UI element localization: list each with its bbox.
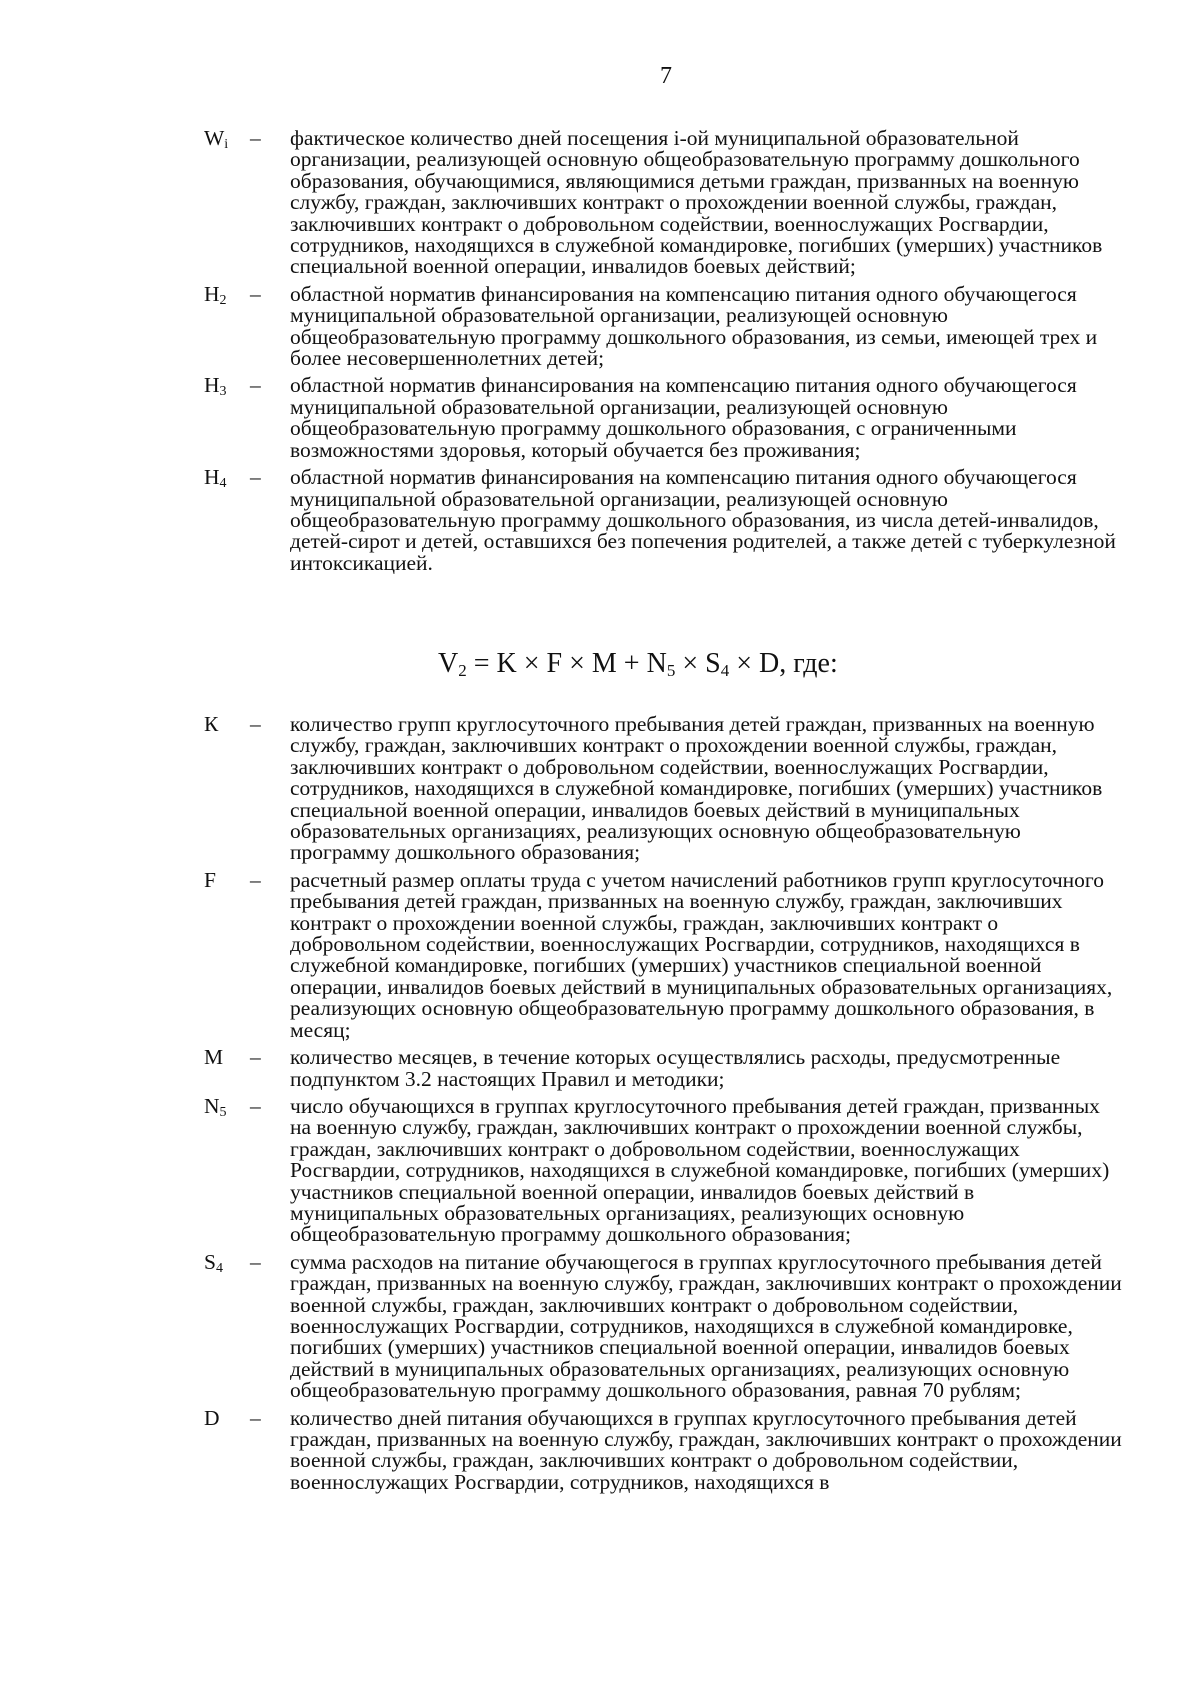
symbol-subscript: i [224, 137, 229, 152]
symbol-subscript: 2 [219, 292, 227, 308]
symbol-base: Н [204, 281, 220, 306]
definitions-bottom [204, 714, 1124, 1499]
definition-text: число обучающихся в группах круглосуточного пребывания детей граждан, призванных на военную службу, граждан, заключивших контракт о прохождении военной службы, граждан, заключивших контракт о добровольном содействии, военнослужащих Росгвардии, сотрудников, находящихся в служебной командировке, погибших (умерших) участников специальной военной операции, инвалидов боевых действий в муниципальных образовательных организациях, реализующих основную общеобразовательную программу дошкольного образования; [290, 1093, 1110, 1247]
definitions-top [204, 128, 1124, 580]
definition-symbol [204, 126, 250, 152]
definition-text: расчетный размер оплаты труда с учетом начислений работников групп круглосуточного пребывания детей граждан, призванных на военную службу, граждан, заключивших контракт о прохождении военной службы, граждан, заключивших контракт о добровольном содействии, военнослужащих Росгвардии, сотрудников, находящихся в служебной командировке, погибших (умерших) участников специальной военной операции, инвалидов боевых действий в муниципальных образовательных организациях, реализующих основную общеобразовательную программу дошкольного образования, в месяц; [290, 867, 1113, 1042]
symbol-subscript: 4 [219, 476, 227, 492]
definition-s4 [204, 1249, 1124, 1403]
definition-text: областной норматив финансирования на компенсацию питания одного обучающегося муниципальной образовательной организации, реализующей основную общеобразовательную программу дошкольного образования, из числа детей-инвалидов, детей-сирот и детей, оставшихся без попечения родителей, а также детей с туберкулезной интоксикацией. [290, 465, 1116, 575]
definition-dash: – [250, 126, 261, 150]
definition-dash: – [250, 465, 261, 490]
formula-v: V [438, 648, 459, 679]
definition-symbol [204, 867, 250, 892]
formula-v-subscript: 2 [458, 661, 467, 680]
formula-part-3: × D, где: [729, 648, 838, 679]
definition-dash: – [250, 1093, 261, 1118]
definition-n5 [204, 1093, 1124, 1247]
symbol-subscript: 3 [219, 384, 227, 400]
definition-symbol [204, 373, 250, 400]
symbol-base: F [204, 867, 216, 892]
definition-text: сумма расходов на питание обучающегося в группах круглосуточного пребывания детей граждан, призванных на военную службу, граждан, заключивших контракт о прохождении военной службы, граждан, заключивших контракт о добровольном содействии, военнослужащих Росгвардии, сотрудников, находящихся в служебной командировке, погибших (умерших) участников специальной военной операции, инвалидов боевых действий в муниципальных образовательных организациях, реализующих основную общеобразовательную программу дошкольного образования, равная 70 рублям; [290, 1249, 1122, 1403]
definition-text: областной норматив финансирования на компенсацию питания одного обучающегося муниципальной образовательной организации, реализующей основную общеобразовательную программу дошкольного образования, с ограниченными возможностями здоровья, который обучается без проживания; [290, 373, 1077, 462]
page-number: 7 [660, 63, 672, 89]
symbol-base: N [204, 1093, 220, 1118]
definition-h4 [204, 467, 1124, 574]
definition-dash: – [250, 281, 261, 306]
symbol-base: Н [204, 373, 220, 398]
symbol-subscript: 4 [215, 1260, 223, 1276]
symbol-base: S [204, 1249, 216, 1274]
definition-symbol [204, 1405, 250, 1430]
formula-v2 [438, 648, 838, 680]
formula-part-2: × S [675, 648, 721, 679]
definition-dash: – [250, 1405, 261, 1430]
definition-text: количество дней питания обучающихся в группах круглосуточного пребывания детей граждан, призванных на военную службу, граждан, заключивших контракт о прохождении военной службы, граждан, заключивших контракт о добровольном содействии, военнослужащих Росгвардии, сотрудников, находящихся в [290, 1405, 1122, 1494]
formula-n-subscript: 5 [666, 661, 676, 680]
definition-symbol [204, 1093, 250, 1120]
definition-dash: – [250, 867, 261, 892]
symbol-base: D [204, 1405, 220, 1430]
definition-text: количество месяцев, в течение которых осуществлялись расходы, предусмотренные подпунктом 3.2 настоящих Правил и методики; [290, 1045, 1061, 1091]
definition-text: количество групп круглосуточного пребывания детей граждан, призванных на военную службу, граждан, заключивших контракт о прохождении военной службы, граждан, заключивших контракт о добровольном содействии, военнослужащих Росгвардии, сотрудников, находящихся в служебной командировке, погибших (умерших) участников специальной военной операции, инвалидов боевых действий в муниципальных образовательных организациях, реализующих основную общеобразовательную программу дошкольного образования; [290, 712, 1103, 865]
symbol-base: К [204, 712, 219, 736]
symbol-base: Н [204, 465, 220, 490]
symbol-base: M [204, 1045, 224, 1070]
definition-dash: – [250, 712, 261, 736]
formula-s-subscript: 4 [720, 661, 730, 680]
definition-f [204, 867, 1124, 1042]
definition-h3 [204, 375, 1124, 461]
definition-symbol [204, 465, 250, 492]
definition-symbol [204, 1047, 250, 1068]
definition-h2 [204, 281, 1124, 371]
definition-text: областной норматив финансирования на компенсацию питания одного обучающегося муниципальной образовательной организации, реализующей основную общеобразовательную программу дошкольного образования, из семьи, имеющей трех и более несовершеннолетних детей; [290, 281, 1098, 371]
definition-symbol [204, 714, 250, 735]
definition-m [204, 1047, 1124, 1090]
definition-dash: – [250, 1249, 261, 1274]
symbol-base: W [204, 126, 225, 150]
symbol-subscript: 5 [219, 1104, 227, 1120]
definition-w-i [204, 128, 1124, 278]
definition-symbol [204, 1249, 250, 1276]
definition-symbol [204, 281, 250, 308]
definition-dash: – [250, 373, 261, 398]
definition-k [204, 714, 1124, 864]
definition-text: фактическое количество дней посещения i-ой муниципальной образовательной организации, реализующей основную общеобразовательную программу дошкольного образования, обучающимися, являющимися детьми граждан, призванных на военную службу, граждан, заключивших контракт о прохождении военной службы, граждан, заключивших контракт о добровольном содействии, военнослужащих Росгвардии, сотрудников, находящихся в служебной командировке, погибших (умерших) участников специальной военной операции, инвалидов боевых действий; [290, 126, 1103, 279]
definition-dash: – [250, 1045, 261, 1070]
definition-d [204, 1405, 1124, 1494]
formula-part-1: = K × F × M + N [466, 648, 667, 679]
